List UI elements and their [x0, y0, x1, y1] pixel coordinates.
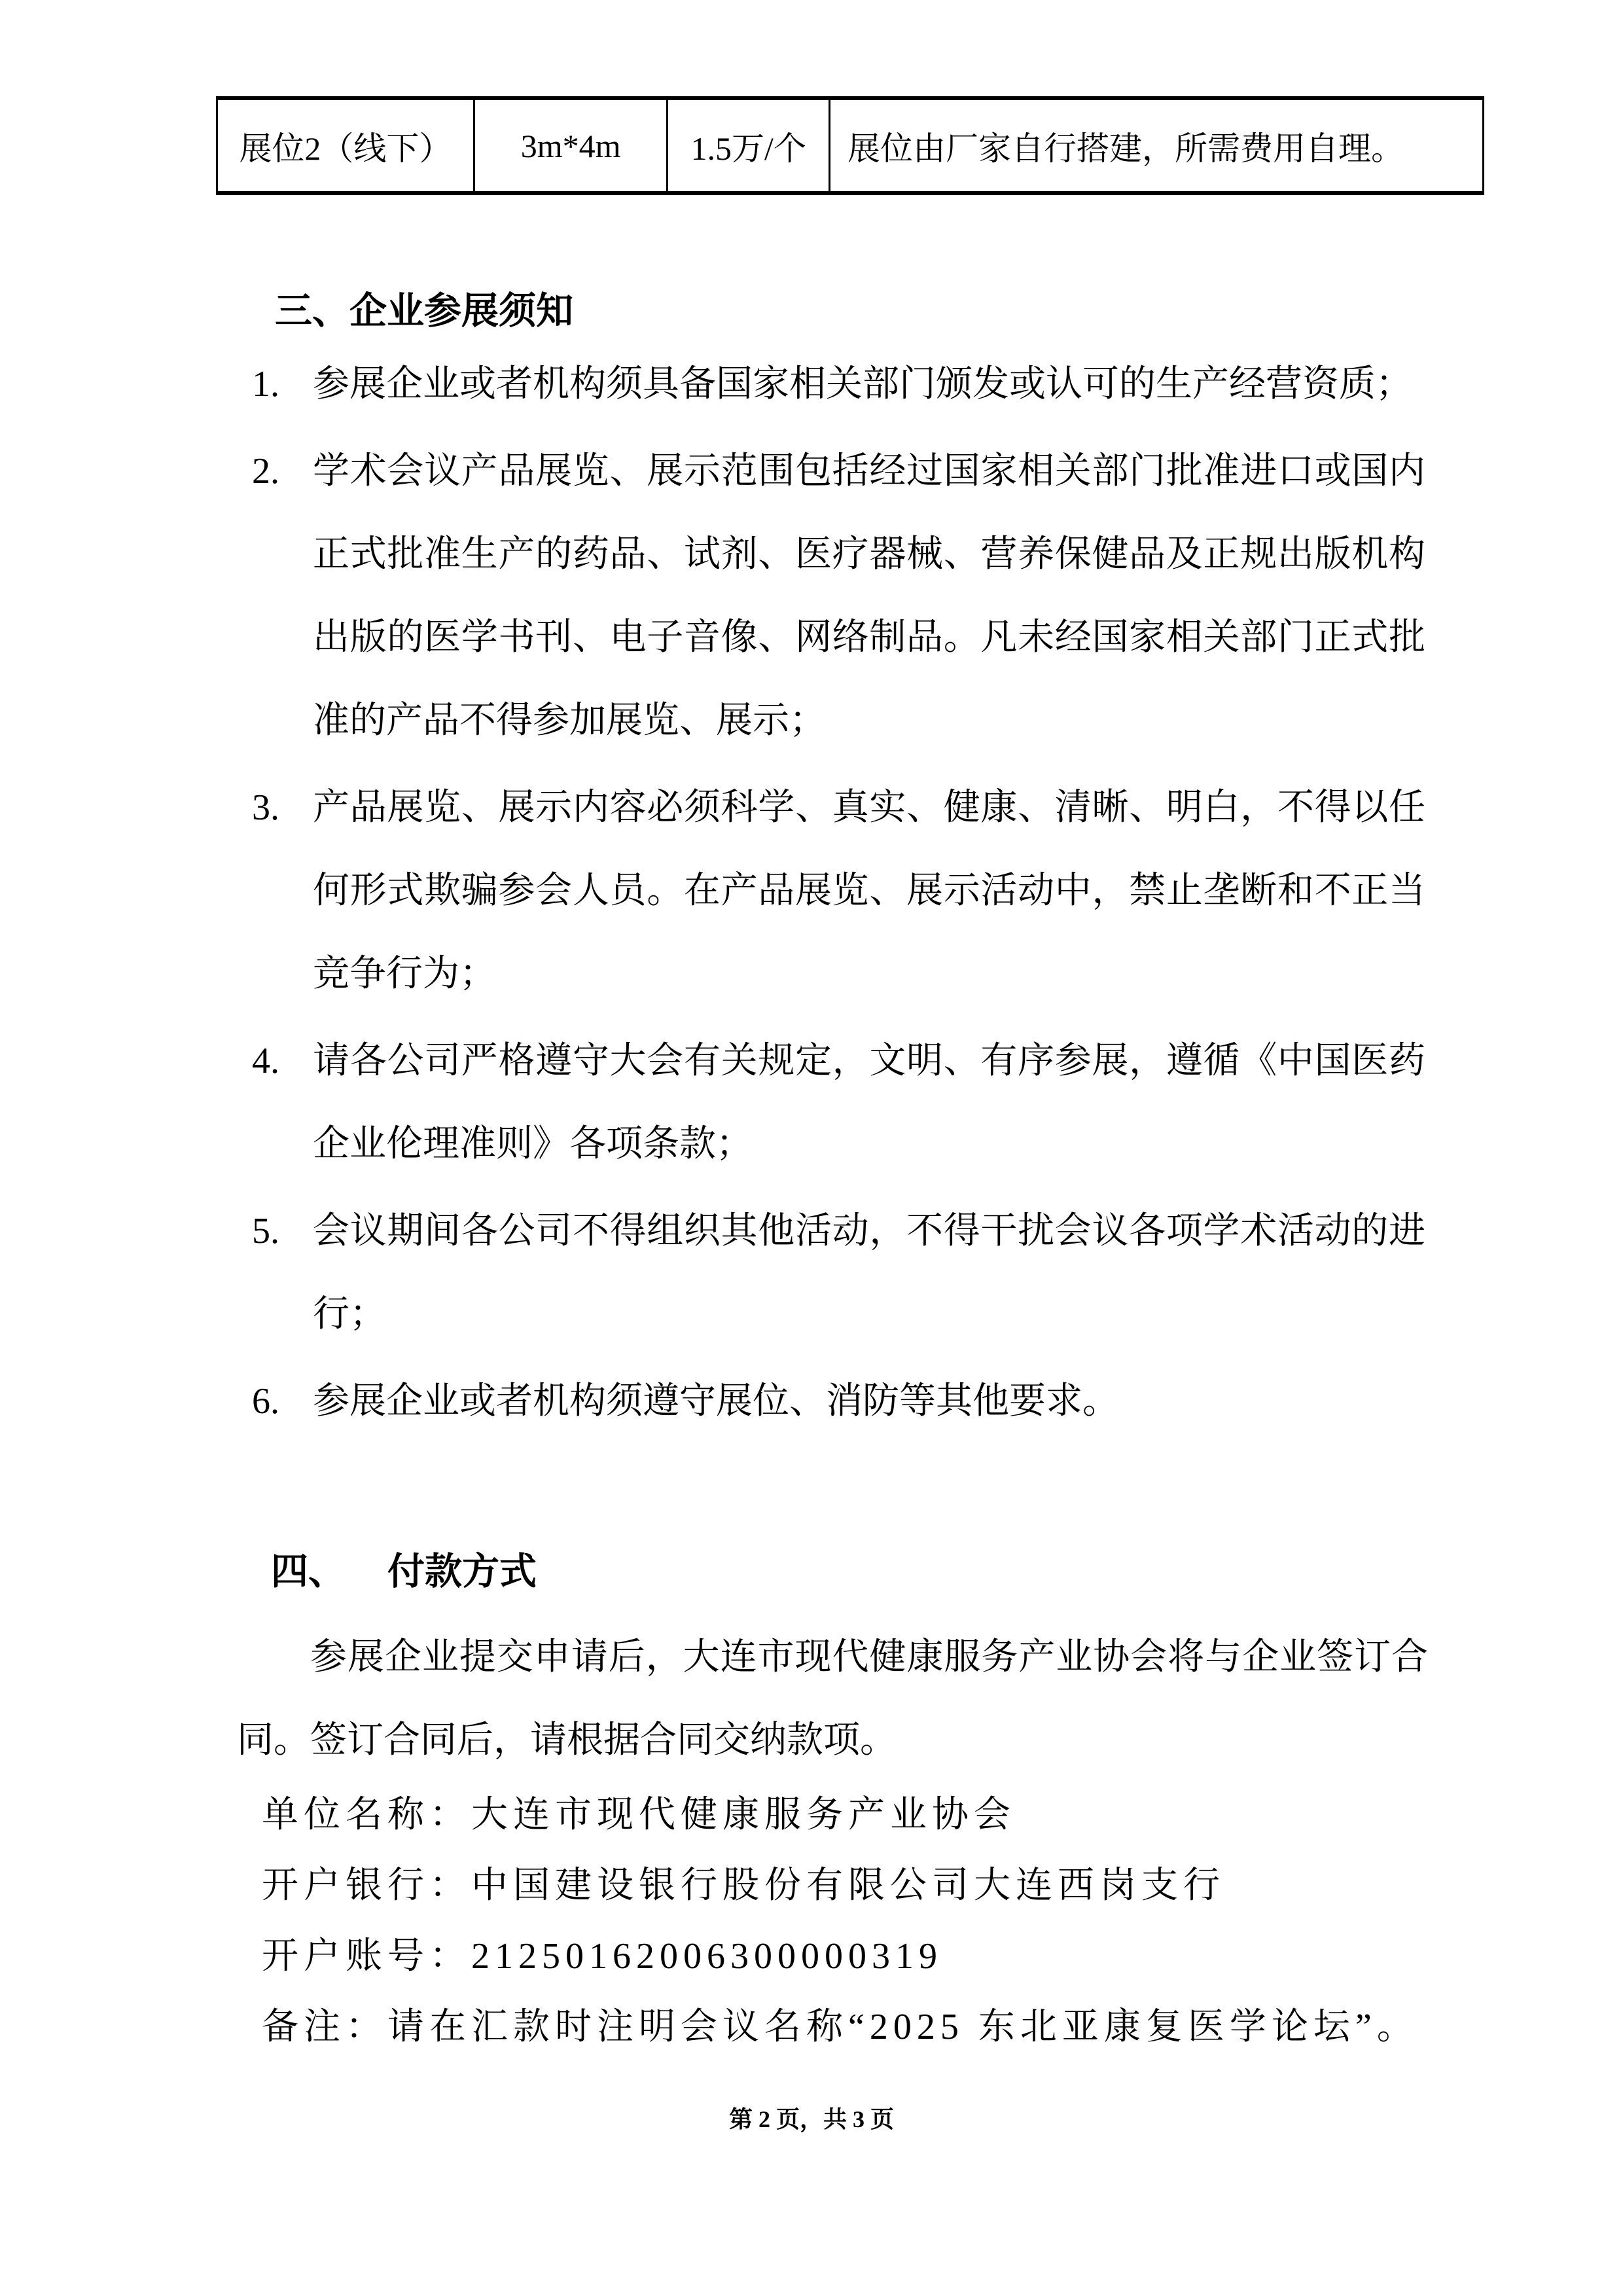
booth-price-cell: 1.5万/个 — [668, 98, 830, 193]
notice-item-3 — [252, 766, 1425, 1016]
booth-size-cell: 3m*4m — [474, 98, 667, 193]
bank-line-value: 大连市现代健康服务产业协会 — [471, 1795, 1016, 1835]
notice-item-text: 参展企业或者机构须遵守展位、消防等其他要求。 — [313, 1381, 1119, 1422]
notice-item-text: 会议期间各公司不得组织其他活动，不得干扰会议各项学术活动的进行； — [313, 1211, 1425, 1335]
notice-item-6 — [252, 1360, 1425, 1443]
notice-item-number: 3. — [252, 787, 279, 828]
notice-list — [252, 343, 1425, 1447]
section3-heading: 三、企业参展须知 — [275, 291, 573, 332]
bank-line-account-number — [262, 1921, 1419, 1992]
booth-desc-cell: 展位由厂家自行搭建，所需费用自理。 — [830, 98, 1484, 193]
bank-line-value: 21250162006300000319 — [471, 1936, 942, 1977]
bank-line-label: 开户银行： — [262, 1865, 471, 1906]
bank-line-label: 备注： — [262, 2007, 387, 2047]
payment-paragraph: 参展企业提交申请后，大连市现代健康服务产业协会将与企业签订合同。签订合同后，请根据合同交纳款项。 — [237, 1637, 1428, 1761]
notice-item-number: 1. — [252, 364, 279, 404]
notice-item-2 — [252, 430, 1425, 762]
bank-line-label: 开户账号： — [262, 1936, 471, 1977]
page-number-footer: 第 2 页，共 3 页 — [728, 2106, 894, 2132]
notice-item-number: 6. — [252, 1381, 279, 1422]
bank-line-bank-name — [262, 1850, 1419, 1921]
bank-line-unit-name — [262, 1780, 1419, 1850]
notice-item-5 — [252, 1190, 1425, 1356]
notice-item-number: 4. — [252, 1041, 279, 1081]
section4-heading-text: 付款方式 — [387, 1551, 537, 1592]
bank-line-value: 请在汇款时注明会议名称“2025 东北亚康复医学论坛”。 — [387, 2007, 1419, 2047]
bank-line-value: 中国建设银行股份有限公司大连西岗支行 — [471, 1865, 1225, 1906]
bank-line-label: 单位名称： — [262, 1795, 471, 1835]
notice-item-text: 学术会议产品展览、展示范围包括经过国家相关部门批准进口或国内正式批准生产的药品、试剂、医疗器械、营养保健品及正规出版机构出版的医学书刊、电子音像、网络制品。凡未经国家相关部门正式批准的产品不得参加展览、展示； — [313, 451, 1425, 741]
bank-info-block — [262, 1780, 1419, 2062]
booth-table-row — [217, 98, 1484, 193]
booth-name-cell: 展位2（线下） — [217, 98, 474, 193]
notice-item-1 — [252, 343, 1425, 426]
bank-line-remark — [262, 1992, 1419, 2062]
notice-item-number: 2. — [252, 451, 279, 492]
notice-item-text: 参展企业或者机构须具备国家相关部门颁发或认可的生产经营资质； — [313, 364, 1412, 404]
notice-item-text: 请各公司严格遵守大会有关规定，文明、有序参展，遵循《中国医药企业伦理准则》各项条款； — [313, 1041, 1425, 1164]
section4-heading-number: 四、 — [271, 1551, 346, 1592]
section4-heading — [271, 1550, 537, 1594]
booth-table — [216, 96, 1484, 195]
notice-item-4 — [252, 1020, 1425, 1186]
notice-item-text: 产品展览、展示内容必须科学、真实、健康、清晰、明白，不得以任何形式欺骗参会人员。在产品展览、展示活动中，禁止垄断和不正当竞争行为； — [313, 787, 1425, 994]
notice-item-number: 5. — [252, 1211, 279, 1251]
